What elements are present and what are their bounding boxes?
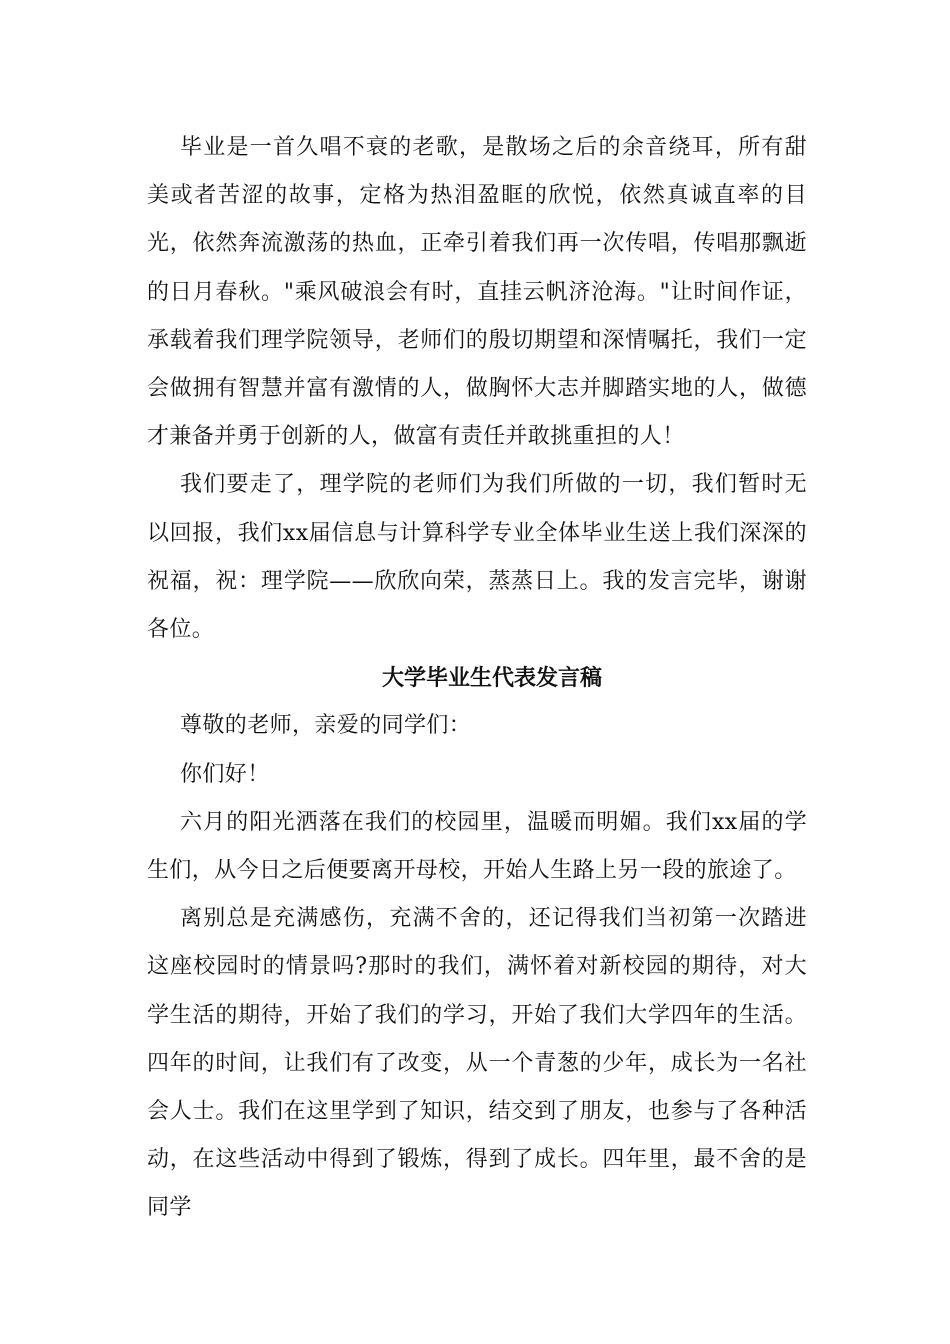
- greeting: 你们好！: [180, 761, 270, 787]
- section-heading: 大学毕业生代表发言稿: [381, 665, 602, 692]
- body-paragraph: 我们要走了，理学院的老师们为我们所做的一切，我们暂时无以回报，我们xx届信息与计算科学专业全体毕业生送上我们深深的祝福，祝：理学院——欣欣向荣，蒸蒸日上。我的发言完毕，谢谢各位。: [147, 472, 807, 643]
- body-paragraph: 离别总是充满感伤，充满不舍的，还记得我们当初第一次踏进这座校园时的情景吗?那时的我们，满怀着对新校园的期待，对大学生活的期待，开始了我们的学习，开始了我们大学四年的生活。四年的时间，让我们有了改变，从一个青葱的少年，成长为一名社会人士。我们在这里学到了知识，结交到了朋友，也参与了各种活动，在这些活动中得到了锻炼，得到了成长。四年里，最不舍的是同学: [147, 906, 807, 1221]
- body-paragraph: 六月的阳光洒落在我们的校园里，温暖而明媚。我们xx届的学生们，从今日之后便要离开母校，开始人生路上另一段的旅途了。: [147, 809, 807, 884]
- body-paragraph: 毕业是一首久唱不衰的老歌，是散场之后的余音绕耳，所有甜美或者苦涩的故事，定格为热泪盈眶的欣悦，依然真诚直率的目光，依然奔流激荡的热血，正牵引着我们再一次传唱，传唱那飘逝的日月春秋。"乘风破浪会有时，直挂云帆济沧海。"让时间作证，承载着我们理学院领导，老师们的殷切期望和深情嘱托，我们一定会做拥有智慧并富有激情的人，做胸怀大志并脚踏实地的人，做德才兼备并勇于创新的人，做富有责任并敢挑重担的人！: [147, 135, 807, 450]
- salutation: 尊敬的老师，亲爱的同学们：: [180, 713, 472, 739]
- document-body: [147, 124, 807, 1233]
